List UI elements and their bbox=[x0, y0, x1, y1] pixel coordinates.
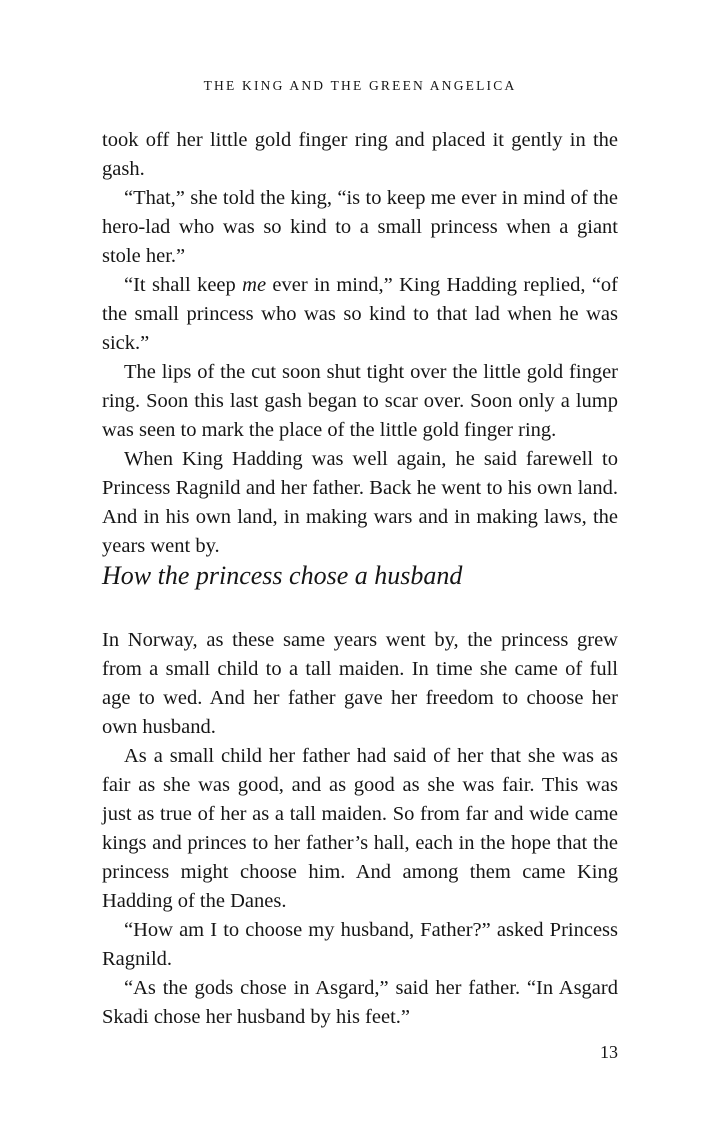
page-number: 13 bbox=[600, 1042, 618, 1062]
paragraph: As a small child her father had said of her that she was as fair as she was good, and as good as she was fair. This was just as true of her as a tall maiden. So from far and wide came kings and princes to her father’s hall, each in the hope that the princess might choose him. And among them came King Hadding of the Danes. bbox=[102, 745, 618, 912]
emphasis: me bbox=[242, 274, 267, 296]
paragraph bbox=[102, 271, 618, 358]
paragraph: took off her little gold finger ring and placed it gently in the gash. bbox=[102, 129, 618, 180]
text-run: ever in mind,” King Hadding replied, “of the small princess who was so kind to that lad when he was sick.” bbox=[102, 274, 618, 354]
paragraph: When King Hadding was well again, he said farewell to Princess Ragnild and her father. Back he went to his own land. And in his own land, in making wars and in making laws, the years went by. bbox=[102, 448, 618, 557]
section-heading: How the princess chose a husband bbox=[102, 561, 463, 590]
text-block-section bbox=[102, 626, 618, 1032]
paragraph: “As the gods chose in Asgard,” said her father. “In Asgard Skadi chose her husband by his feet.” bbox=[102, 977, 618, 1028]
paragraph: “That,” she told the king, “is to keep me ever in mind of the hero-lad who was so kind to a small princess when a giant stole her.” bbox=[102, 187, 618, 267]
paragraph: “How am I to choose my husband, Father?” asked Princess Ragnild. bbox=[102, 919, 618, 970]
paragraph: The lips of the cut soon shut tight over the little gold finger ring. Soon this last gash began to scar over. Soon only a lump was seen to mark the place of the little gold finger ring. bbox=[102, 361, 618, 441]
paragraph: In Norway, as these same years went by, the princess grew from a small child to a tall maiden. In time she came of full age to wed. And her father gave her freedom to choose her own husband. bbox=[102, 629, 618, 738]
text-run: “It shall keep bbox=[124, 274, 243, 296]
running-head: THE KING AND THE GREEN ANGELICA bbox=[203, 78, 517, 93]
text-block-continued bbox=[102, 126, 618, 561]
